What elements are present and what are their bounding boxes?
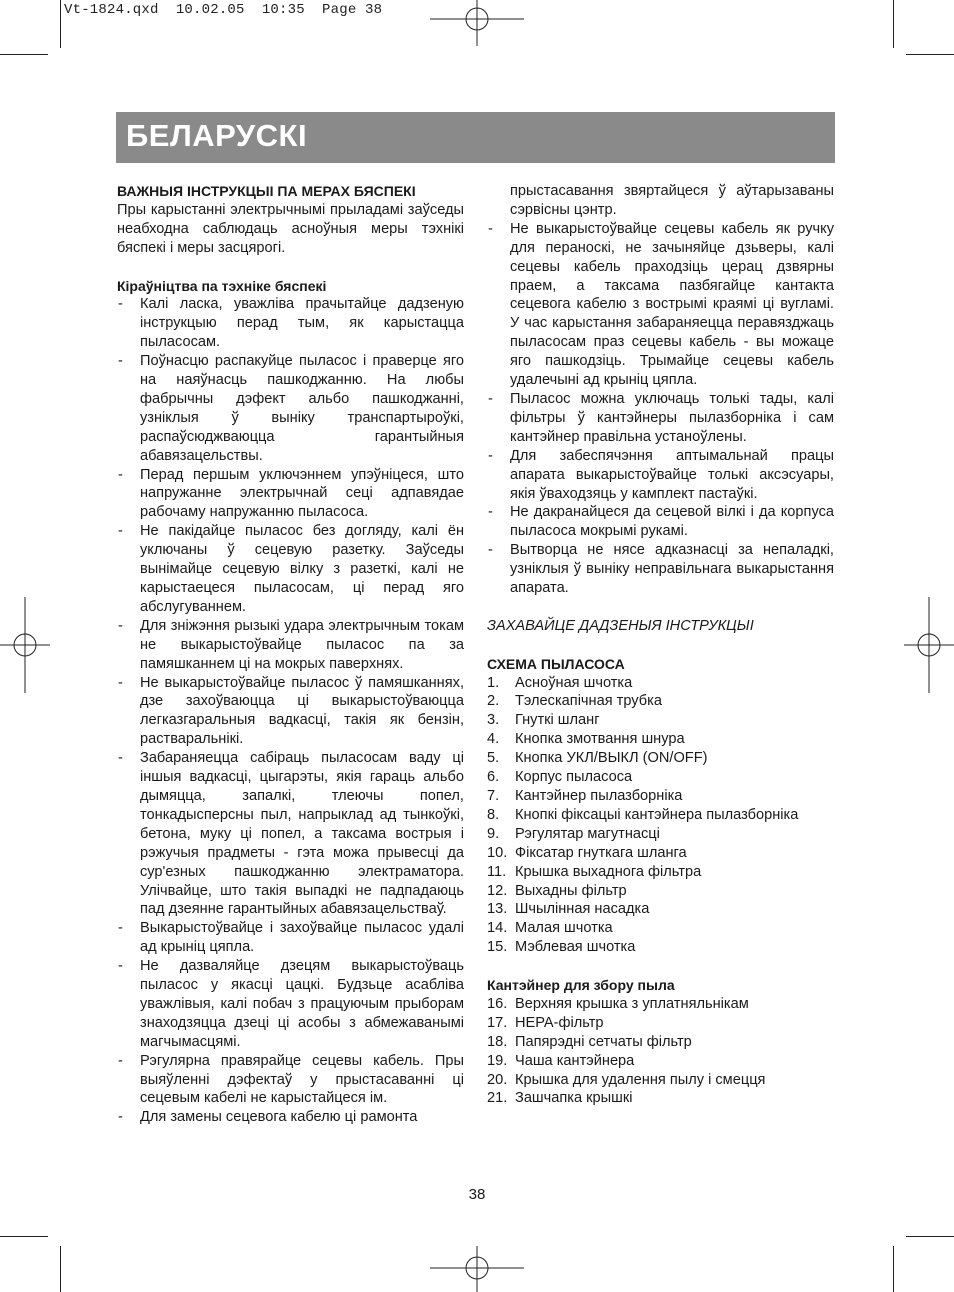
- registration-mark-icon: [430, 1246, 524, 1292]
- list-item: - Не выкарыстоўвайце сецевы кабель як ручку для пераноскі, не зачыняйце дзьверы, калі сецевы кабель праходзіць церац дзвярны праем, а таксама пазбягайце кантакта сецевога кабелю з вострымі краямі ці вугламі. У час карыстання забараняецца перавязджаць пыласосам праз сецевы кабель - вы можаце яго пашкодзіць. Трымайце сецевы кабель удалечыні ад крыніц цяпла.: [487, 220, 834, 390]
- container-item: 18. Папярэдні сетчаты фільтр: [487, 1033, 692, 1050]
- registration-mark-icon: [904, 597, 954, 693]
- list-item: - Выкарыстоўвайце і захоўвайце пыласос удалі ад крыніц цяпла.: [117, 919, 464, 957]
- container-item: 17. HEPA-фільтр: [487, 1014, 604, 1031]
- container-item: 20. Крышка для удалення пылу і смецця: [487, 1071, 766, 1088]
- list-item: - Для зніжэння рызыкі удара электрычным токам не выкарыстоўвайце пыласос па за памяшканнем ці на мокрых паверхнях.: [117, 617, 464, 674]
- scheme-item: 12. Выхадны фільтр: [487, 882, 627, 899]
- container-item: 16. Верхняя крышка з уплатняльнікам: [487, 995, 749, 1012]
- scheme-item: 2. Тэлескапічная трубка: [487, 693, 662, 710]
- list-item: - Не дакранайцеся да сецевой вілкі і да корпуса пыласоса мокрымі рукамі.: [487, 503, 834, 541]
- list-item: - Забараняецца сабіраць пыласосам ваду ці іншыя вадкасці, цыгарэты, якія гараць альбо дымяцца, запалкі, тлеючы попел, тонкадысперсны пыл, напрыклад ад тынкоўкі, бетона, муку ці попел, а таксама вострыя і рэжучыя прадметы - гэта можа прывесці да сур'езных пашкоджанню электраматора. Улічвайце, што такія выпадкі не падпадаюць пад дзеянне гарантыйных абавязацельстваў.: [117, 749, 464, 919]
- scheme-item: 6. Корпус пыласоса: [487, 769, 633, 786]
- right-column: [487, 182, 834, 1108]
- safety-list-continued: [487, 220, 834, 598]
- scheme-item: 3. Гнуткі шланг: [487, 712, 600, 729]
- crop-mark: [893, 0, 894, 48]
- container-item: 19. Чаша кантэйнера: [487, 1052, 635, 1069]
- list-item: - Пыласос можна уключаць толькі тады, калі фільтры ў кантэйнеры пылазборніка і сам кантэйнер правільна устаноўлены.: [487, 390, 834, 447]
- scheme-item: 14. Малая шчотка: [487, 920, 613, 937]
- scheme-item: 7. Кантэйнер пылазборніка: [487, 787, 683, 804]
- crop-mark: [0, 1236, 48, 1237]
- left-column: [117, 182, 464, 1127]
- registration-mark-icon: [430, 0, 524, 46]
- section-header: [116, 112, 835, 163]
- list-item: - Поўнасцю распакуйце пыласос і праверце яго на наяўнасць пашкоджанню. На любы фабрычны дэфект альбо пашкоджанні, узніклыя ў выніку транспартыроўкі, распаўсюджваюцца гарантыйныя абавязацельствы.: [117, 352, 464, 465]
- list-item: - Вытворца не нясе адказнасці за непаладкі, узніклыя ў выніку неправільнага выкарыстання апарата.: [487, 541, 834, 598]
- crop-mark: [0, 54, 48, 55]
- page-number: 38: [468, 1186, 486, 1203]
- scheme-list: [487, 674, 834, 958]
- list-item: - Рэгулярна правярайце сецевы кабель. Пры выяўленні дэфектаў у прыстасаванні ці сецевым кабелі не карыстайцеся ім.: [117, 1052, 464, 1109]
- list-item: - Перад першым уключэннем упэўніцеся, што напружанне электрычнай сеці адпавядае рабочаму напружанню пыласоса.: [117, 466, 464, 523]
- crop-mark: [906, 1236, 954, 1237]
- scheme-item: 15. Мэблевая шчотка: [487, 939, 636, 956]
- intro-paragraph: Пры карыстанні электрычнымі прыладамі заўседы неабходна саблюдаць асноўныя меры тэхнікі бяспекі і меры засцярогі.: [117, 201, 464, 256]
- keep-instructions-note: ЗАХАВАЙЦЕ ДАДЗЕНЫЯ ІНСТРУКЦЫІ: [487, 617, 754, 634]
- crop-mark: [60, 0, 61, 48]
- crop-mark: [906, 54, 954, 55]
- list-item: - Калі ласка, уважліва прачытайце дадзеную інструкцыю перад тым, як карыстацца пыласосам.: [117, 295, 464, 352]
- container-list: [487, 995, 834, 1108]
- scheme-item: 8. Кнопкі фіксацыі кантэйнера пылазборніка: [487, 806, 799, 823]
- safety-list: [117, 295, 464, 1127]
- guide-heading: Кіраўніцтва па тэхніке бяспекі: [117, 277, 327, 294]
- scheme-item: 13. Шчылінная насадка: [487, 901, 650, 918]
- print-slug: Vt-1824.qxd 10.02.05 10:35 Page 38: [64, 2, 383, 18]
- scheme-item: 4. Кнопка змотвання шнура: [487, 731, 685, 748]
- page-title: БЕЛАРУСКІ: [126, 118, 308, 153]
- scheme-item: 11. Крышка выхаднога фільтра: [487, 863, 702, 880]
- list-item: - Не выкарыстоўвайце пыласос ў памяшканнях, дзе захоўваюцца ці выкарыстоўваюцца легказгаральныя вадкасці, такія як бензін, растваральнікі.: [117, 674, 464, 750]
- crop-mark: [60, 1246, 61, 1292]
- list-item: - Для замены сецевога кабелю ці рамонта: [117, 1108, 464, 1127]
- scheme-item: 10. Фіксатар гнуткага шланга: [487, 844, 687, 861]
- continued-text: прыстасавання звяртайцеся ў аўтарызаваны сэрвісны цэнтр.: [510, 183, 834, 218]
- safety-heading: ВАЖНЫЯ ІНСТРУКЦЫІ ПА МЕРАХ БЯСПЕКІ: [117, 183, 416, 199]
- registration-mark-icon: [0, 597, 50, 693]
- scheme-item: 5. Кнопка УКЛ/ВЫКЛ (ON/OFF): [487, 750, 708, 767]
- list-item: - Для забеспячэння аптымальнай працы апарата выкарыстоўвайце толькі аксэсуары, якія ўваходзяць у камплект пастаўкі.: [487, 447, 834, 504]
- list-item: - Не дазваляйце дзецям выкарыстоўваць пыласос у якасці цацкі. Будзьце асабліва уважлівыя, калі побач з працуючым прыборам знаходзяцца дзеці ці асобы з абмежаванымі магчымасцямі.: [117, 957, 464, 1052]
- scheme-item: 9. Рэгулятар магутнасці: [487, 825, 660, 842]
- list-item: - Не пакідайце пыласос без догляду, калі ён уключаны ў сецевую разетку. Заўседы вынімайце сецевую вілку з разеткі, калі не карыстаецеся пыласосам, ці перад яго абслугуваннем.: [117, 522, 464, 617]
- scheme-item: 1. Асноўная шчотка: [487, 674, 633, 691]
- container-heading: Кантэйнер для збору пыла: [487, 977, 675, 994]
- crop-mark: [893, 1246, 894, 1292]
- container-item: 21. Зашчапка крышкі: [487, 1090, 633, 1107]
- scheme-heading: СХЕМА ПЫЛАСОСА: [487, 655, 625, 672]
